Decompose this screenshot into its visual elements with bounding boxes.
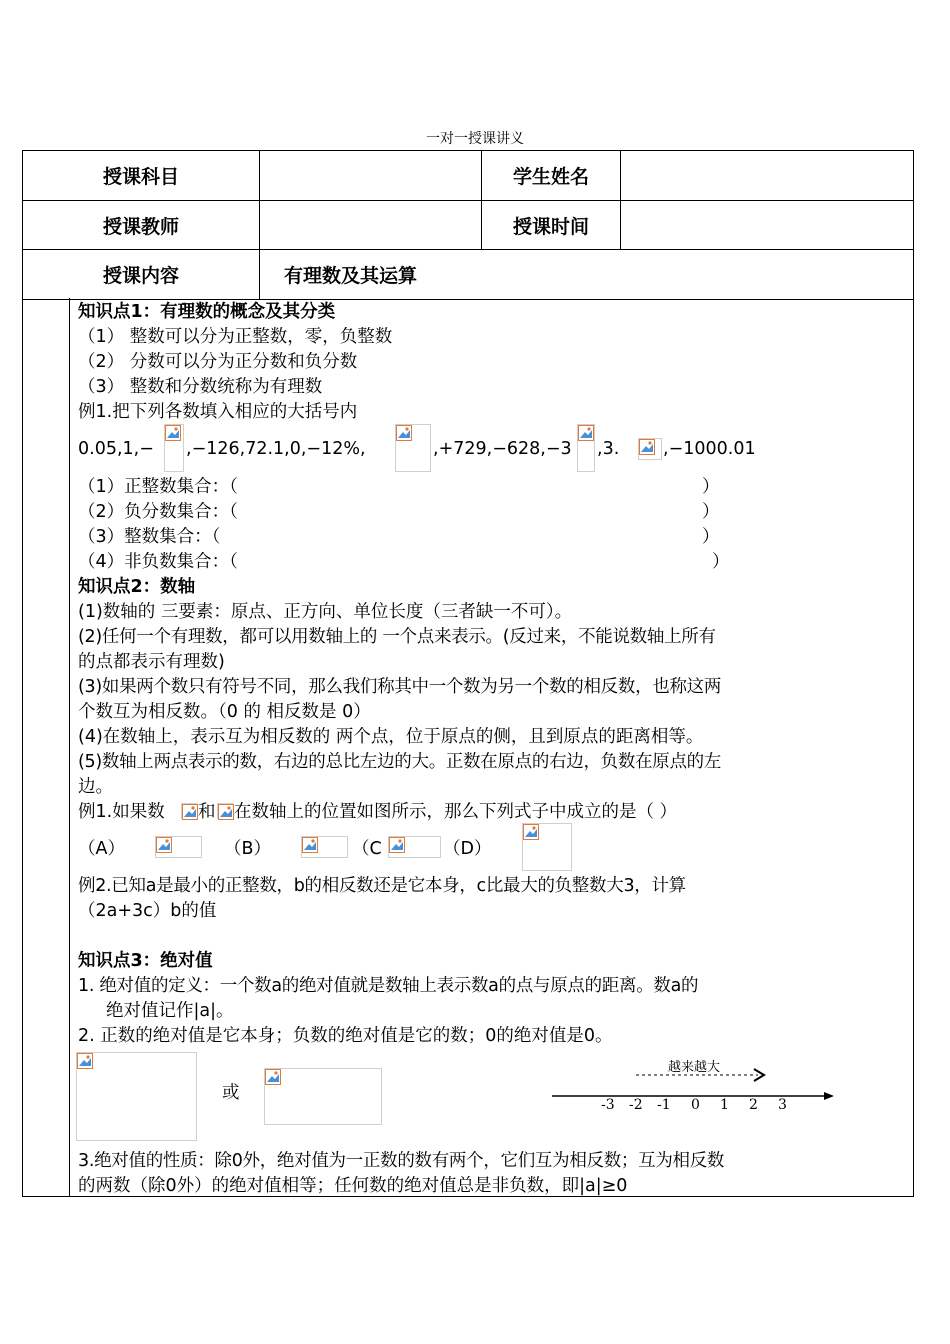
abs-definition-image <box>76 1052 197 1141</box>
example-text: 例1.如果数 <box>78 802 165 822</box>
tick-label: 1 <box>720 1097 729 1113</box>
section2-line: 边。 <box>78 777 113 797</box>
teacher-value[interactable] <box>260 201 482 250</box>
abs-definition-image <box>264 1068 382 1125</box>
section1-title: 知识点1：有理数的概念及其分类 <box>78 302 336 322</box>
fraction-image <box>395 424 431 472</box>
number-list-part: ,3. <box>597 439 620 459</box>
number-list-part: ,−1000.01 <box>663 439 756 459</box>
set-close: ） <box>702 477 720 497</box>
tick-label: 3 <box>778 1097 787 1113</box>
broken-image-icon <box>389 837 405 853</box>
lesson-topic: 有理数及其运算 <box>260 250 914 300</box>
option-a-image <box>155 836 202 858</box>
number-list-part: ,+729,−628,−3 <box>433 439 572 459</box>
broken-image-icon <box>302 837 318 853</box>
set-label: （4）非负数集合：（ <box>78 552 238 572</box>
option-b-label[interactable]: （B） <box>224 839 272 859</box>
or-label: 或 <box>222 1083 240 1103</box>
margin-divider <box>69 298 70 1196</box>
section3-line: 1. 绝对值的定义：一个数a的绝对值就是数轴上表示数a的点与原点的距离。数a的 <box>78 976 699 996</box>
section3-line: 2. 正数的绝对值是它本身；负数的绝对值是它的数；0的绝对值是0。 <box>78 1026 613 1046</box>
option-c-image <box>388 836 441 858</box>
subject-label: 授课科目 <box>23 151 260 201</box>
set-label: （3）整数集合：（ <box>78 527 221 547</box>
section1-item: （2） 分数可以分为正分数和负分数 <box>78 352 358 372</box>
section3-line: 绝对值记作|a|。 <box>106 1001 234 1021</box>
section2-line: (1)数轴的 三要素：原点、正方向、单位长度（三者缺一不可）。 <box>78 602 573 622</box>
example2-line: 例2.已知a是最小的正整数，b的相反数还是它本身，c比最大的负整数大3，计算 <box>78 876 686 896</box>
section2-line: (5)数轴上两点表示的数，右边的总比左边的大。正数在原点的右边，负数在原点的左 <box>78 752 722 772</box>
option-d-image <box>522 823 572 871</box>
set-close: ） <box>702 502 720 522</box>
tick-label: 0 <box>691 1097 700 1113</box>
student-label: 学生姓名 <box>482 151 621 201</box>
student-value[interactable] <box>621 151 914 201</box>
set-label: （2）负分数集合：（ <box>78 502 238 522</box>
broken-image-icon <box>578 425 594 441</box>
number-list-part: ,−126,72.1,0,−12%, <box>186 439 366 459</box>
broken-image-icon <box>639 439 655 455</box>
subject-value[interactable] <box>260 151 482 201</box>
tick-label: 2 <box>749 1097 758 1113</box>
section2-title: 知识点2：数轴 <box>78 577 196 597</box>
broken-image-icon <box>182 804 198 820</box>
set-label: （1）正整数集合：（ <box>78 477 238 497</box>
set-close: ） <box>702 527 720 547</box>
page-header: 一对一授课讲义 <box>426 131 524 147</box>
section3-title: 知识点3：绝对值 <box>78 951 213 971</box>
option-a-label[interactable]: （A） <box>78 839 125 859</box>
time-label: 授课时间 <box>482 201 621 250</box>
broken-image-icon <box>165 425 181 441</box>
option-c-label[interactable]: （C <box>352 839 382 859</box>
tick-label: -3 <box>601 1097 615 1113</box>
option-d-label[interactable]: （D） <box>443 839 492 859</box>
info-table <box>22 150 914 300</box>
content-label: 授课内容 <box>23 250 260 300</box>
section2-line: 的点都表示有理数) <box>78 652 225 672</box>
fraction-image <box>164 424 184 472</box>
example-text: 在数轴上的位置如图所示，那么下列式子中成立的是（ ） <box>234 802 678 822</box>
axis-arrow-icon <box>824 1092 834 1100</box>
time-value[interactable] <box>621 201 914 250</box>
section2-line: (4)在数轴上，表示互为相反数的 两个点，位于原点的侧，且到原点的距离相等。 <box>78 727 704 747</box>
broken-image-icon <box>77 1053 93 1069</box>
tick-label: -2 <box>629 1097 643 1113</box>
section1-item: （3） 整数和分数统称为有理数 <box>78 377 323 397</box>
section3-line: 的两数（除0外）的绝对值相等；任何数的绝对值总是非负数，即|a|≥0 <box>78 1176 628 1196</box>
broken-image-icon <box>218 804 234 820</box>
broken-image-icon <box>396 425 412 441</box>
section2-line: 个数互为相反数。（0 的 相反数是 0） <box>78 702 371 722</box>
number-list-part: 0.05,1,− <box>78 439 154 459</box>
example2-line: （2a+3c）b的值 <box>78 901 217 921</box>
fraction-image <box>577 424 595 472</box>
section2-line: (2)任何一个有理数，都可以用数轴上的 一个点来表示。(反过来，不能说数轴上所有 <box>78 627 716 647</box>
increase-arrow-head <box>754 1069 764 1081</box>
number-line-caption: 越来越大 <box>668 1060 721 1075</box>
repeating-decimal-image <box>638 438 662 460</box>
section2-line: (3)如果两个数只有符号不同，那么我们称其中一个数为另一个数的相反数，也称这两 <box>78 677 722 697</box>
tick-label: -1 <box>657 1097 671 1113</box>
set-close: ） <box>712 552 730 572</box>
section3-line: 3.绝对值的性质：除0外，绝对值为一正数的数有两个，它们互为相反数；互为相反数 <box>78 1151 725 1171</box>
section1-item: （1） 整数可以分为正整数，零，负整数 <box>78 327 393 347</box>
variable-image <box>181 803 197 819</box>
option-b-image <box>301 836 348 858</box>
broken-image-icon <box>523 824 539 840</box>
variable-image <box>217 803 233 819</box>
example-text: 和 <box>198 802 216 822</box>
broken-image-icon <box>156 837 172 853</box>
broken-image-icon <box>265 1069 281 1085</box>
example1-prompt: 例1.把下列各数填入相应的大括号内 <box>78 402 358 422</box>
teacher-label: 授课教师 <box>23 201 260 250</box>
